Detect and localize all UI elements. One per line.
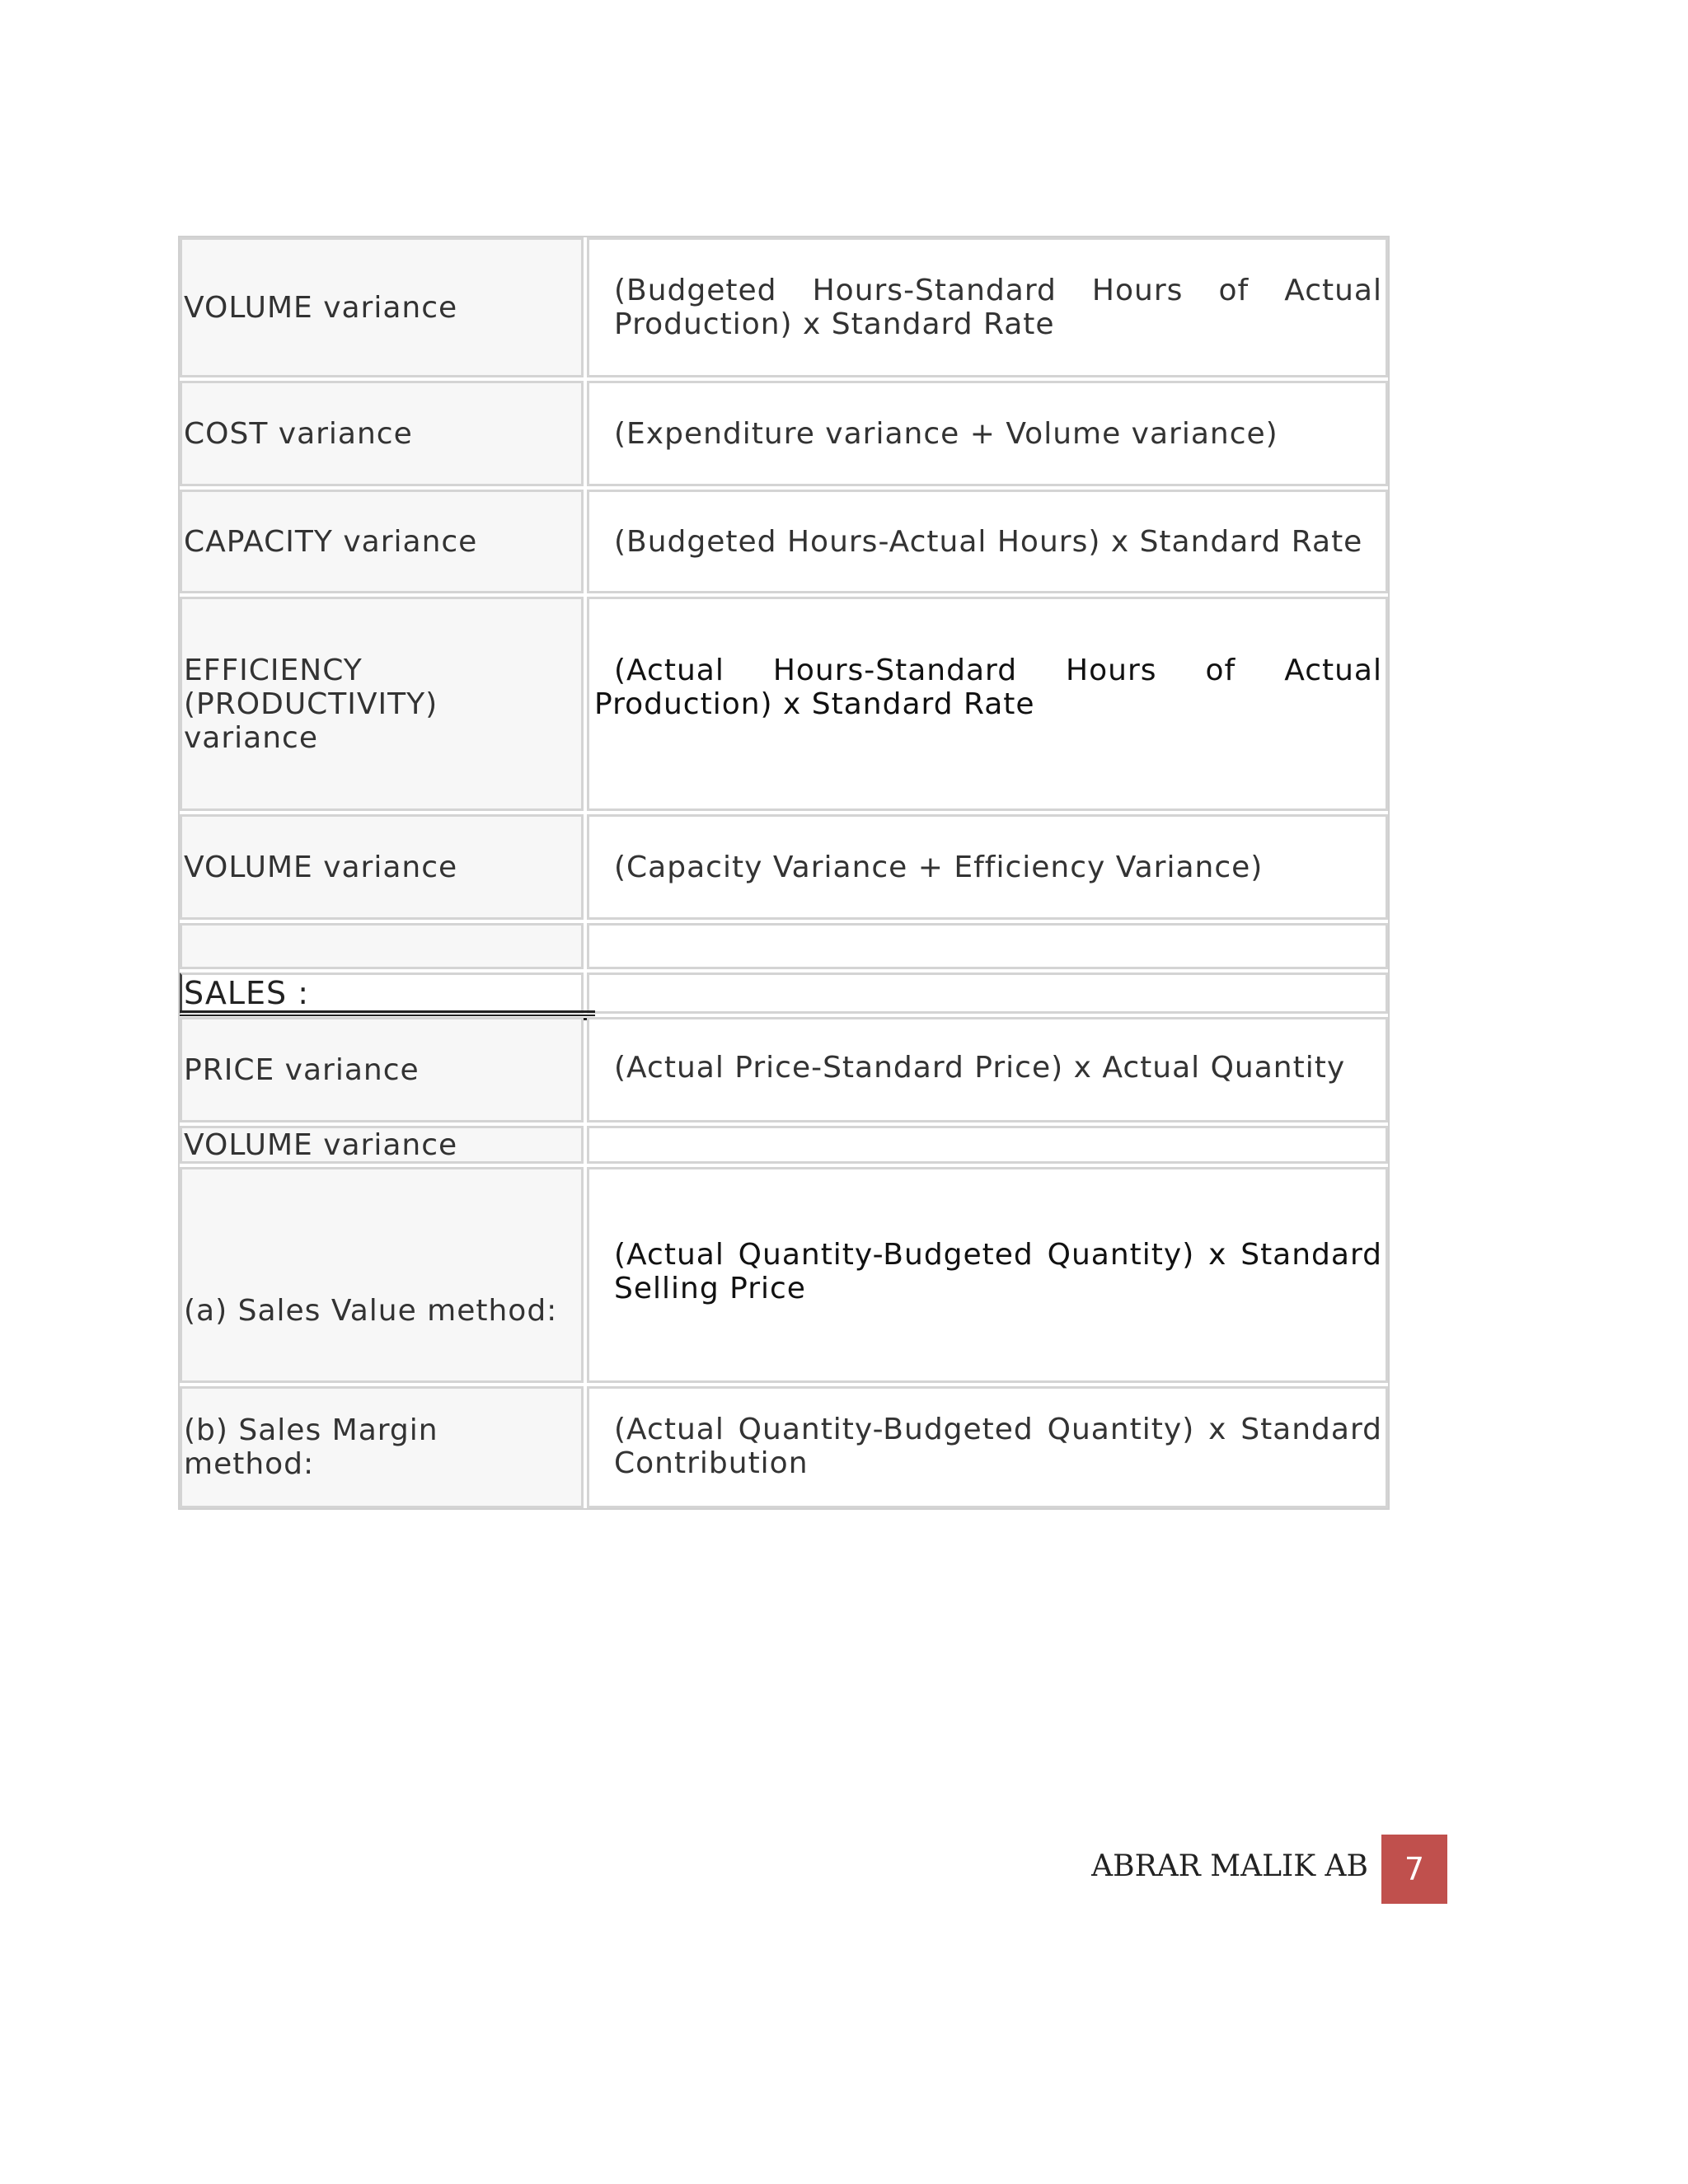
- variance-formula: [587, 923, 1388, 969]
- variance-label: [180, 1167, 584, 1383]
- variance-label: [180, 597, 584, 811]
- variance-label-text: (b) Sales Margin method:: [184, 1413, 438, 1481]
- variance-formula-text: (Expenditure variance + Volume variance): [614, 416, 1278, 451]
- variance-label-text: COST variance: [184, 416, 413, 451]
- variance-formula-text: (Budgeted Hours-Standard Hours of Actual Production) x Standard Rate: [614, 274, 1382, 341]
- variance-label-text: EFFICIENCY (PRODUCTIVITY) variance: [184, 653, 438, 755]
- variance-label-text: VOLUME variance: [184, 850, 458, 884]
- table-row: [180, 381, 1388, 486]
- table-row: [180, 1126, 1388, 1164]
- variance-formula: [587, 381, 1388, 486]
- variance-formula-text: (Actual Quantity-Budgeted Quantity) x Standard Contribution: [614, 1413, 1382, 1480]
- table-row: [180, 923, 1388, 969]
- page-number-badge: [1381, 1835, 1447, 1904]
- section-heading-cell: [180, 972, 584, 1014]
- variance-label-text: VOLUME variance: [184, 290, 458, 325]
- variance-formula-text: (Budgeted Hours-Actual Hours) x Standard Rate: [614, 524, 1363, 559]
- variance-label: [180, 490, 584, 593]
- table-row: [180, 814, 1388, 920]
- footer-author: ABRAR MALIK AB: [1091, 1849, 1368, 1883]
- variance-formula-text: (Actual Hours-Standard Hours of Actual Production) x Standard Rate: [594, 654, 1382, 721]
- variance-label: [180, 381, 584, 486]
- table-row: [180, 490, 1388, 593]
- variance-formula: [587, 814, 1388, 920]
- variance-formula: [587, 1167, 1388, 1383]
- variance-formula-text: (Actual Price-Standard Price) x Actual Quantity: [614, 1050, 1346, 1085]
- section-heading-sales: SALES :: [184, 974, 310, 1011]
- variance-formula: [587, 1386, 1388, 1508]
- table-row: [180, 972, 1388, 1014]
- table-row: [180, 237, 1388, 377]
- variance-label: [180, 923, 584, 969]
- variance-label: [180, 1126, 584, 1164]
- variance-table: [178, 236, 1390, 1510]
- variance-label: [180, 814, 584, 920]
- variance-label: [180, 237, 584, 377]
- table-row: [180, 597, 1388, 811]
- variance-formula: [587, 1126, 1388, 1164]
- variance-formula-text: (Capacity Variance + Efficiency Variance): [614, 850, 1264, 884]
- variance-label: [180, 1017, 584, 1122]
- variance-formula: [587, 972, 1388, 1014]
- variance-formula: [587, 1017, 1388, 1122]
- variance-label-text: VOLUME variance: [184, 1127, 458, 1162]
- variance-formula: [587, 597, 1388, 811]
- variance-formula: [587, 490, 1388, 593]
- table-row: [180, 1017, 1388, 1122]
- table-row: [180, 1167, 1388, 1383]
- variance-label-text: CAPACITY variance: [184, 524, 478, 559]
- variance-label: [180, 1386, 584, 1508]
- table-row: [180, 1386, 1388, 1508]
- variance-formula-text: (Actual Quantity-Budgeted Quantity) x Standard Selling Price: [614, 1238, 1382, 1305]
- page-number: 7: [1404, 1851, 1425, 1887]
- variance-formula: [587, 237, 1388, 377]
- variance-label-text: (a) Sales Value method:: [184, 1294, 558, 1328]
- variance-label-text: PRICE variance: [184, 1052, 420, 1087]
